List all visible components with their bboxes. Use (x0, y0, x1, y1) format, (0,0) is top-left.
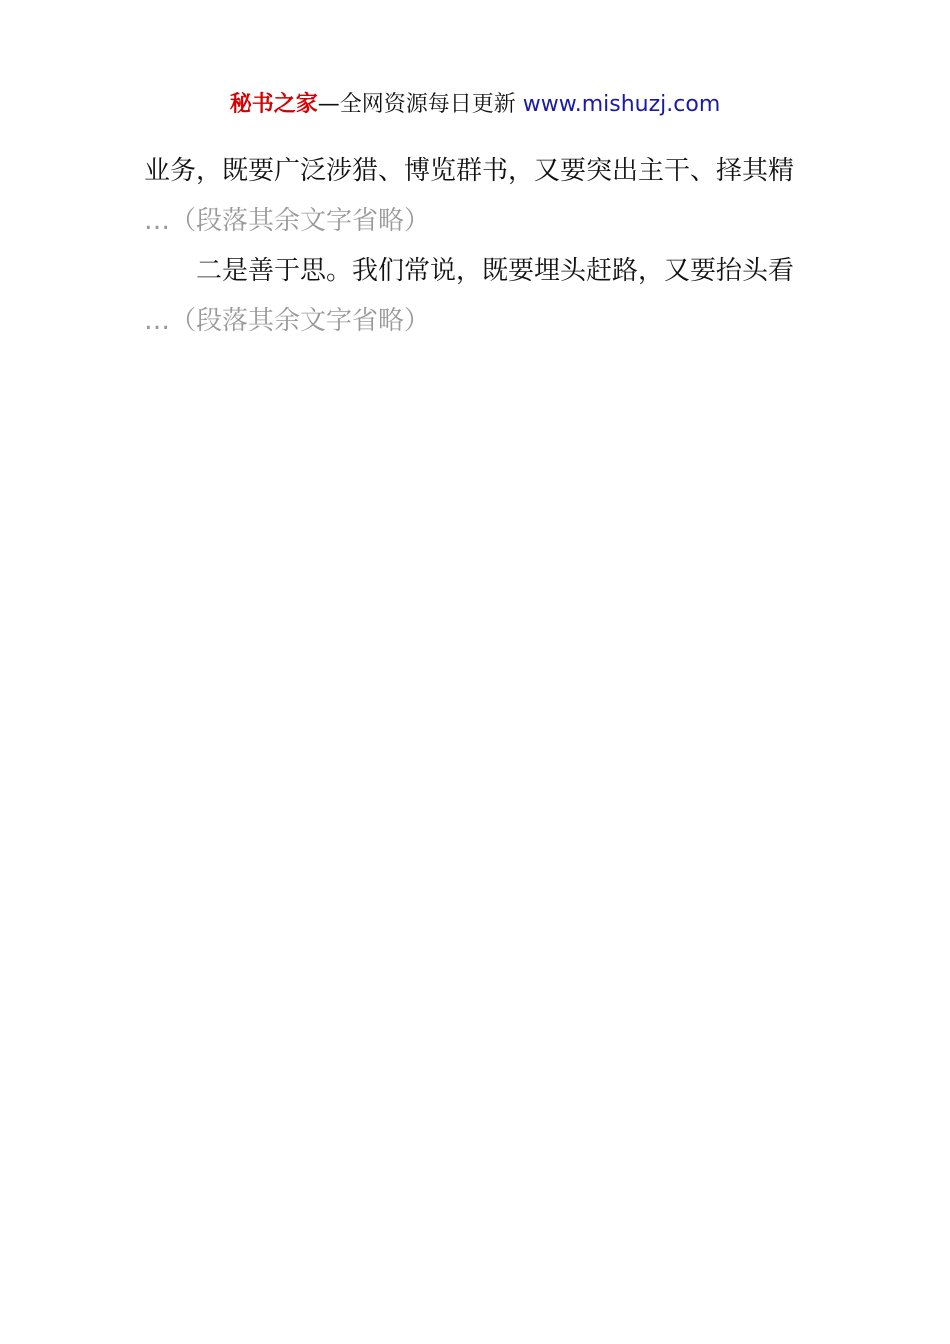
site-tagline: —全网资源每日更新 (317, 92, 523, 117)
site-url[interactable]: www.mishuzj.com (522, 92, 721, 117)
paragraph-opening: 业务，既要广泛涉猎、博览群书，又要突出主干、择其精 (144, 156, 795, 186)
paragraph-placeholder: …（段落其余文字省略） (144, 206, 431, 236)
paragraph-opening: 二是善于思。我们常说，既要埋头赶路，又要抬头看 (196, 256, 795, 286)
paragraph-placeholder: …（段落其余文字省略） (144, 306, 431, 336)
document-body (144, 146, 806, 346)
page-header (0, 88, 950, 122)
site-name: 秘书之家 (229, 92, 318, 117)
